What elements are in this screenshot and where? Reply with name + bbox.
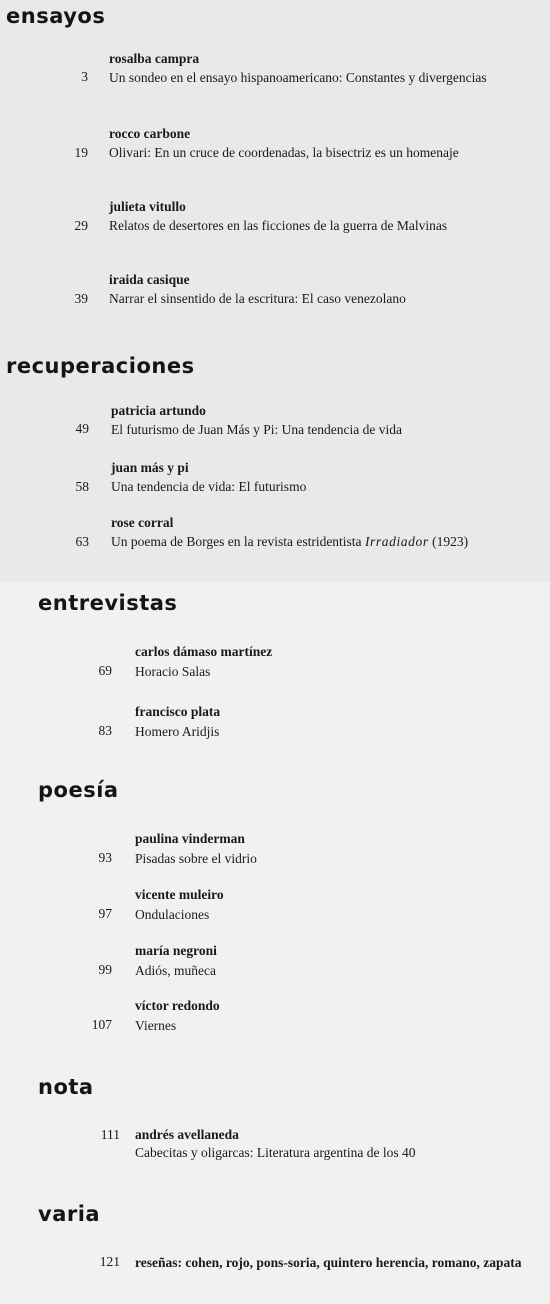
entry-title: Olivari: En un cruce de coordenadas, la bisectriz es un homenaje (109, 145, 459, 160)
entry-author: reseñas: (135, 1255, 182, 1270)
entry-reviewed-authors: cohen, rojo, pons-soria, quintero herencia, romano, zapata (185, 1255, 522, 1270)
entry-author: maría negroni (135, 943, 217, 958)
entry-author: rosalba campra (109, 51, 200, 66)
entry-author: paulina vinderman (135, 831, 245, 846)
entry-author: julieta vitullo (109, 199, 186, 214)
entry-page-number: 29 (74, 218, 88, 233)
entry-title: Viernes (135, 1018, 177, 1033)
entry-author: rocco carbone (109, 126, 191, 141)
entry-page-number: 107 (91, 1017, 112, 1032)
section-title-ensayos: ensayos (6, 4, 106, 28)
entry-page-number: 58 (75, 479, 89, 494)
entry-title-italic: Irradiador (364, 534, 429, 549)
entry-page-number: 121 (99, 1254, 120, 1269)
entry-page-number: 3 (81, 69, 88, 84)
entry-title: Cabecitas y oligarcas: Literatura argentina de los 40 (135, 1145, 416, 1160)
entry-title: Ondulaciones (135, 907, 210, 922)
entry-author: andrés avellaneda (135, 1127, 239, 1142)
entry-title: Homero Aridjis (135, 724, 220, 739)
entry-title: Narrar el sinsentido de la escritura: El caso venezolano (109, 291, 406, 306)
lower-scan-region (0, 582, 550, 1304)
entry-title-suffix: (1923) (428, 534, 469, 549)
entry-title: Una tendencia de vida: El futurismo (111, 479, 307, 494)
entry-page-number: 97 (98, 906, 112, 921)
entry-title: Un sondeo en el ensayo hispanoamericano: Constantes y divergencias (109, 70, 487, 85)
entry-page-number: 111 (100, 1127, 120, 1142)
entry-page-number: 49 (75, 421, 89, 436)
entry-title: Horacio Salas (135, 664, 211, 679)
entry-author: iraida casique (109, 272, 190, 287)
entry-title: Pisadas sobre el vidrio (135, 851, 257, 866)
entry-title-text: Un poema de Borges en la revista estridentista (111, 534, 365, 549)
entry-title: Relatos de desertores en las ficciones de la guerra de Malvinas (109, 218, 448, 233)
entry-title (111, 532, 531, 551)
entry-author: francisco plata (135, 704, 221, 719)
section-title-entrevistas: entrevistas (38, 591, 178, 615)
section-title-varia: varia (38, 1202, 101, 1226)
entry-author: patricia artundo (111, 403, 206, 418)
entry-title: Adiós, muñeca (135, 963, 216, 978)
entry-author: rose corral (111, 515, 174, 530)
entry-page-number: 69 (98, 663, 112, 678)
entry-page-number: 63 (75, 534, 89, 549)
entry-page-number: 93 (98, 850, 112, 865)
entry-author: vicente muleiro (135, 887, 224, 902)
entry-author: víctor redondo (135, 998, 220, 1013)
entry-title (135, 1253, 525, 1272)
section-title-poesia: poesía (38, 778, 119, 802)
entry-page-number: 39 (74, 291, 88, 306)
entry-author: carlos dámaso martínez (135, 644, 273, 659)
entry-page-number: 99 (98, 962, 112, 977)
entry-page-number: 19 (74, 145, 88, 160)
entry-author: juan más y pi (111, 460, 189, 475)
entry-title: El futurismo de Juan Más y Pi: Una tendencia de vida (111, 422, 402, 437)
entry-page-number: 83 (98, 723, 112, 738)
section-title-recuperaciones: recuperaciones (6, 354, 195, 378)
section-title-nota: nota (38, 1075, 94, 1099)
